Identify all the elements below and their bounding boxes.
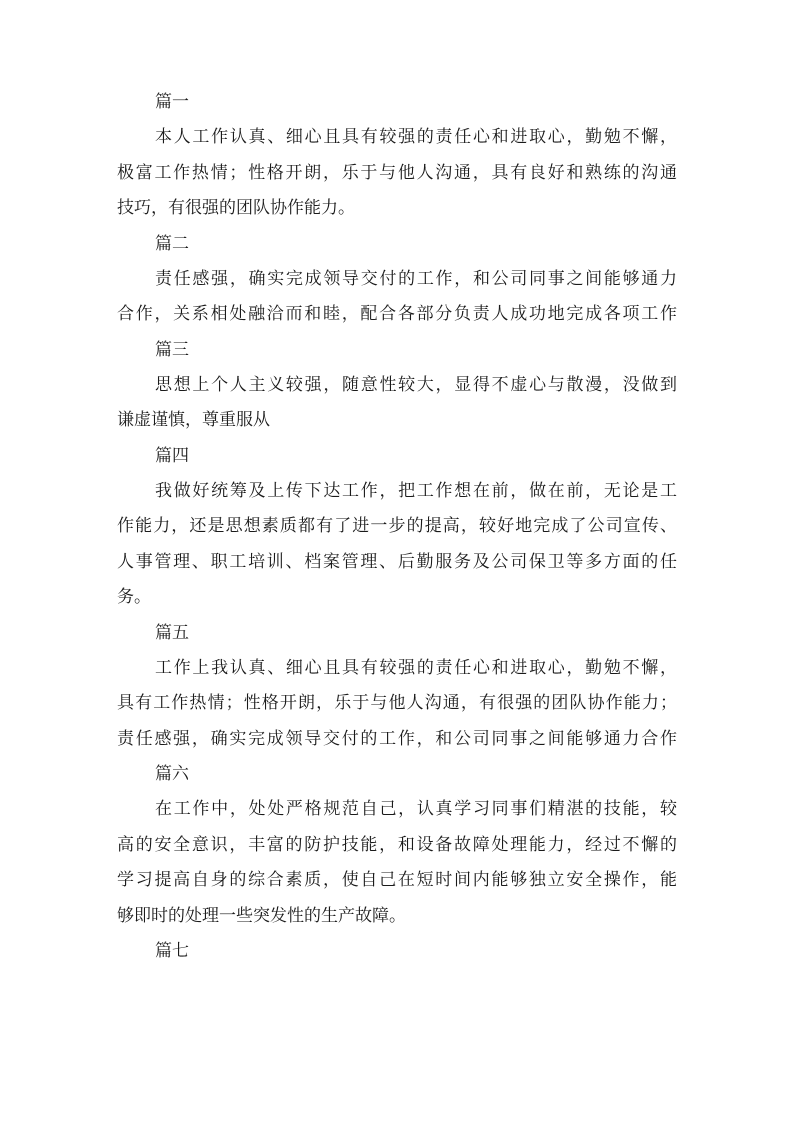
section-paragraph [117, 792, 677, 934]
section-heading: 篇四 [155, 445, 189, 466]
paragraph-line: 具有工作热情；性格开朗，乐于与他人沟通，有很强的团队协作能力； [117, 693, 677, 713]
paragraph-line: 合作，关系相处融洽而和睦，配合各部分负责人成功地完成各项工作 [117, 304, 677, 324]
paragraph-line: 务。 [117, 587, 151, 607]
paragraph-line: 学习提高自身的综合素质，使自己在短时间内能够独立安全操作，能 [117, 870, 677, 890]
section-heading: 篇五 [155, 622, 189, 643]
paragraph-line: 谦虚谨慎，尊重服从 [117, 410, 270, 430]
section-heading: 篇七 [155, 941, 189, 961]
section-paragraph [117, 651, 677, 758]
document-page [117, 85, 677, 969]
section-paragraph [117, 262, 677, 333]
paragraph-line: 本人工作认真、细心且具有较强的责任心和进取心，勤勉不懈， [155, 127, 677, 147]
paragraph-line: 工作上我认真、细心且具有较强的责任心和进取心，勤勉不懈， [155, 657, 677, 678]
section-paragraph [117, 120, 677, 227]
section-paragraph [117, 368, 677, 439]
paragraph-line: 极富工作热情；性格开朗，乐于与他人沟通，具有良好和熟练的沟通 [117, 162, 677, 183]
paragraph-line: 高的安全意识，丰富的防护技能，和设备故障处理能力，经过不懈的 [117, 834, 677, 855]
section-heading: 篇三 [155, 339, 189, 360]
paragraph-line: 责任感强，确实完成领导交付的工作，和公司同事之间能够通力合作 [117, 728, 677, 749]
paragraph-line: 人事管理、职工培训、档案管理、后勤服务及公司保卫等多方面的任 [117, 551, 677, 572]
paragraph-line: 责任感强，确实完成领导交付的工作，和公司同事之间能够通力 [155, 268, 677, 289]
section-paragraph [117, 474, 677, 616]
section-heading: 篇六 [155, 764, 189, 784]
section-heading: 篇二 [155, 233, 189, 254]
paragraph-line: 技巧，有很强的团队协作能力。 [117, 198, 355, 218]
paragraph-line: 在工作中，处处严格规范自己，认真学习同事们精湛的技能，较 [155, 799, 677, 819]
paragraph-line: 我做好统筹及上传下达工作，把工作想在前，做在前，无论是工 [155, 480, 677, 501]
section-heading: 篇一 [155, 92, 189, 112]
paragraph-line: 作能力，还是思想素质都有了进一步的提高，较好地完成了公司宣传、 [117, 516, 677, 536]
paragraph-line: 够即时的处理一些突发性的生产故障。 [117, 905, 406, 926]
paragraph-line: 思想上个人主义较强，随意性较大，显得不虚心与散漫，没做到 [155, 374, 677, 395]
